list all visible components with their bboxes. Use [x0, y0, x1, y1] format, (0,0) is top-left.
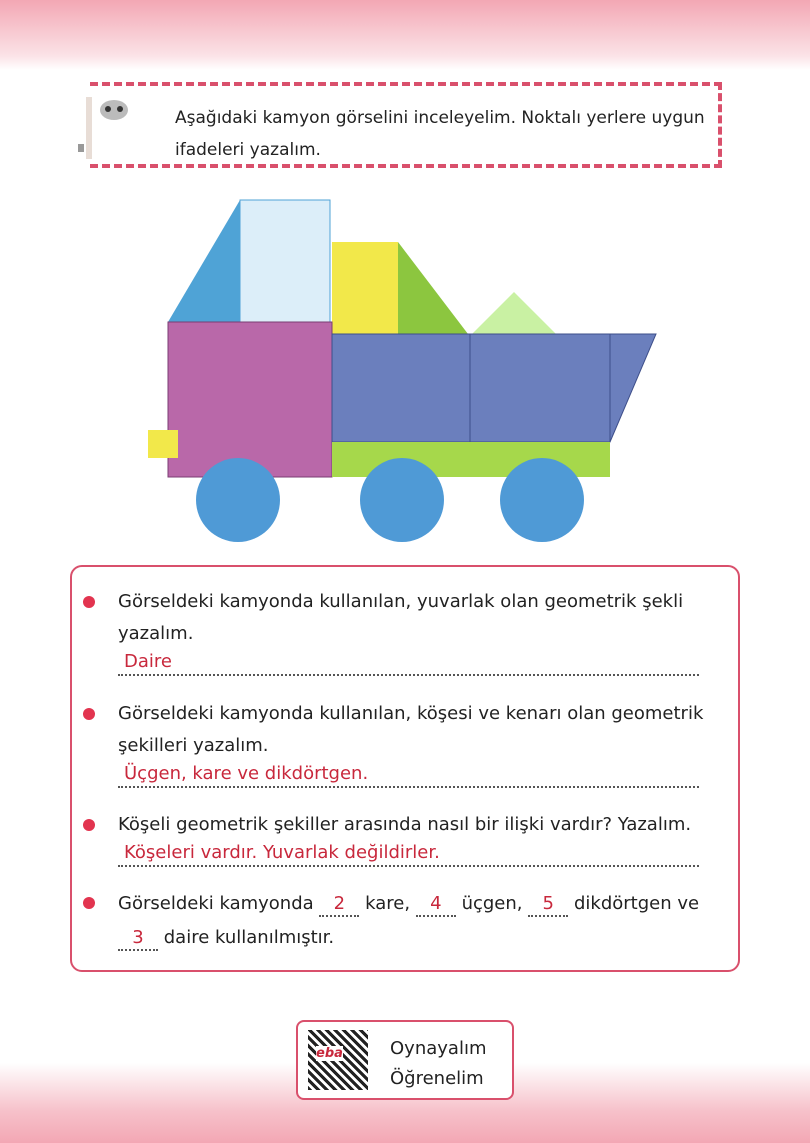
- qr-logo: eba: [316, 1046, 343, 1061]
- ucgen-count[interactable]: 4: [416, 893, 456, 917]
- fill-text: daire kullanılmıştır.: [163, 927, 335, 948]
- answer-3[interactable]: Köşeleri vardır. Yuvarlak değildirler.: [118, 841, 699, 867]
- yellow-rectangle: [332, 242, 398, 334]
- light-blue-rectangle: [240, 200, 330, 322]
- wheel-3: [500, 458, 584, 542]
- blue-triangle: [168, 200, 240, 322]
- question-2: Görseldeki kamyonda kullanılan, köşesi ve kenarı olan geometrik şekilleri yazalım.: [118, 703, 704, 756]
- answer-1[interactable]: Daire: [118, 650, 699, 676]
- dikdortgen-count[interactable]: 5: [528, 893, 568, 917]
- question-4: [118, 887, 708, 955]
- fill-text: Görseldeki kamyonda: [118, 893, 314, 914]
- question-3: Köşeli geometrik şekiller arasında nasıl bir ilişki vardır? Yazalım.: [118, 814, 692, 835]
- yellow-square: [148, 430, 178, 458]
- footer-line-1: Oynayalım: [390, 1038, 487, 1059]
- daire-count[interactable]: 3: [118, 927, 158, 951]
- light-green-triangle: [472, 292, 556, 334]
- kare-count[interactable]: 2: [319, 893, 359, 917]
- cargo-triangle: [610, 334, 656, 442]
- wheel-1: [196, 458, 280, 542]
- qr-footer-box[interactable]: [296, 1020, 514, 1100]
- truck-illustration: [0, 0, 810, 560]
- bullet-icon: [83, 819, 95, 831]
- wheel-2: [360, 458, 444, 542]
- bullet-icon: [83, 596, 95, 608]
- question-1: Görseldeki kamyonda kullanılan, yuvarlak olan geometrik şekli yazalım.: [118, 591, 684, 644]
- instruction-text: Aşağıdaki kamyon görselini inceleyelim. Noktalı yerlere uygun ifadeleri yazalım.: [175, 108, 705, 160]
- answer-2[interactable]: Üçgen, kare ve dikdörtgen.: [118, 762, 699, 788]
- bullet-icon: [83, 897, 95, 909]
- green-triangle: [398, 242, 468, 334]
- pink-square: [168, 322, 332, 477]
- footer-text: [390, 1034, 486, 1094]
- fill-text: kare,: [365, 893, 411, 914]
- bullet-icon: [83, 708, 95, 720]
- fill-text: dikdörtgen ve: [573, 893, 700, 914]
- cargo-rectangle-1: [332, 334, 470, 442]
- cargo-rectangle-2: [470, 334, 610, 442]
- fill-text: üçgen,: [461, 893, 523, 914]
- footer-line-2: Öğrenelim: [390, 1068, 484, 1089]
